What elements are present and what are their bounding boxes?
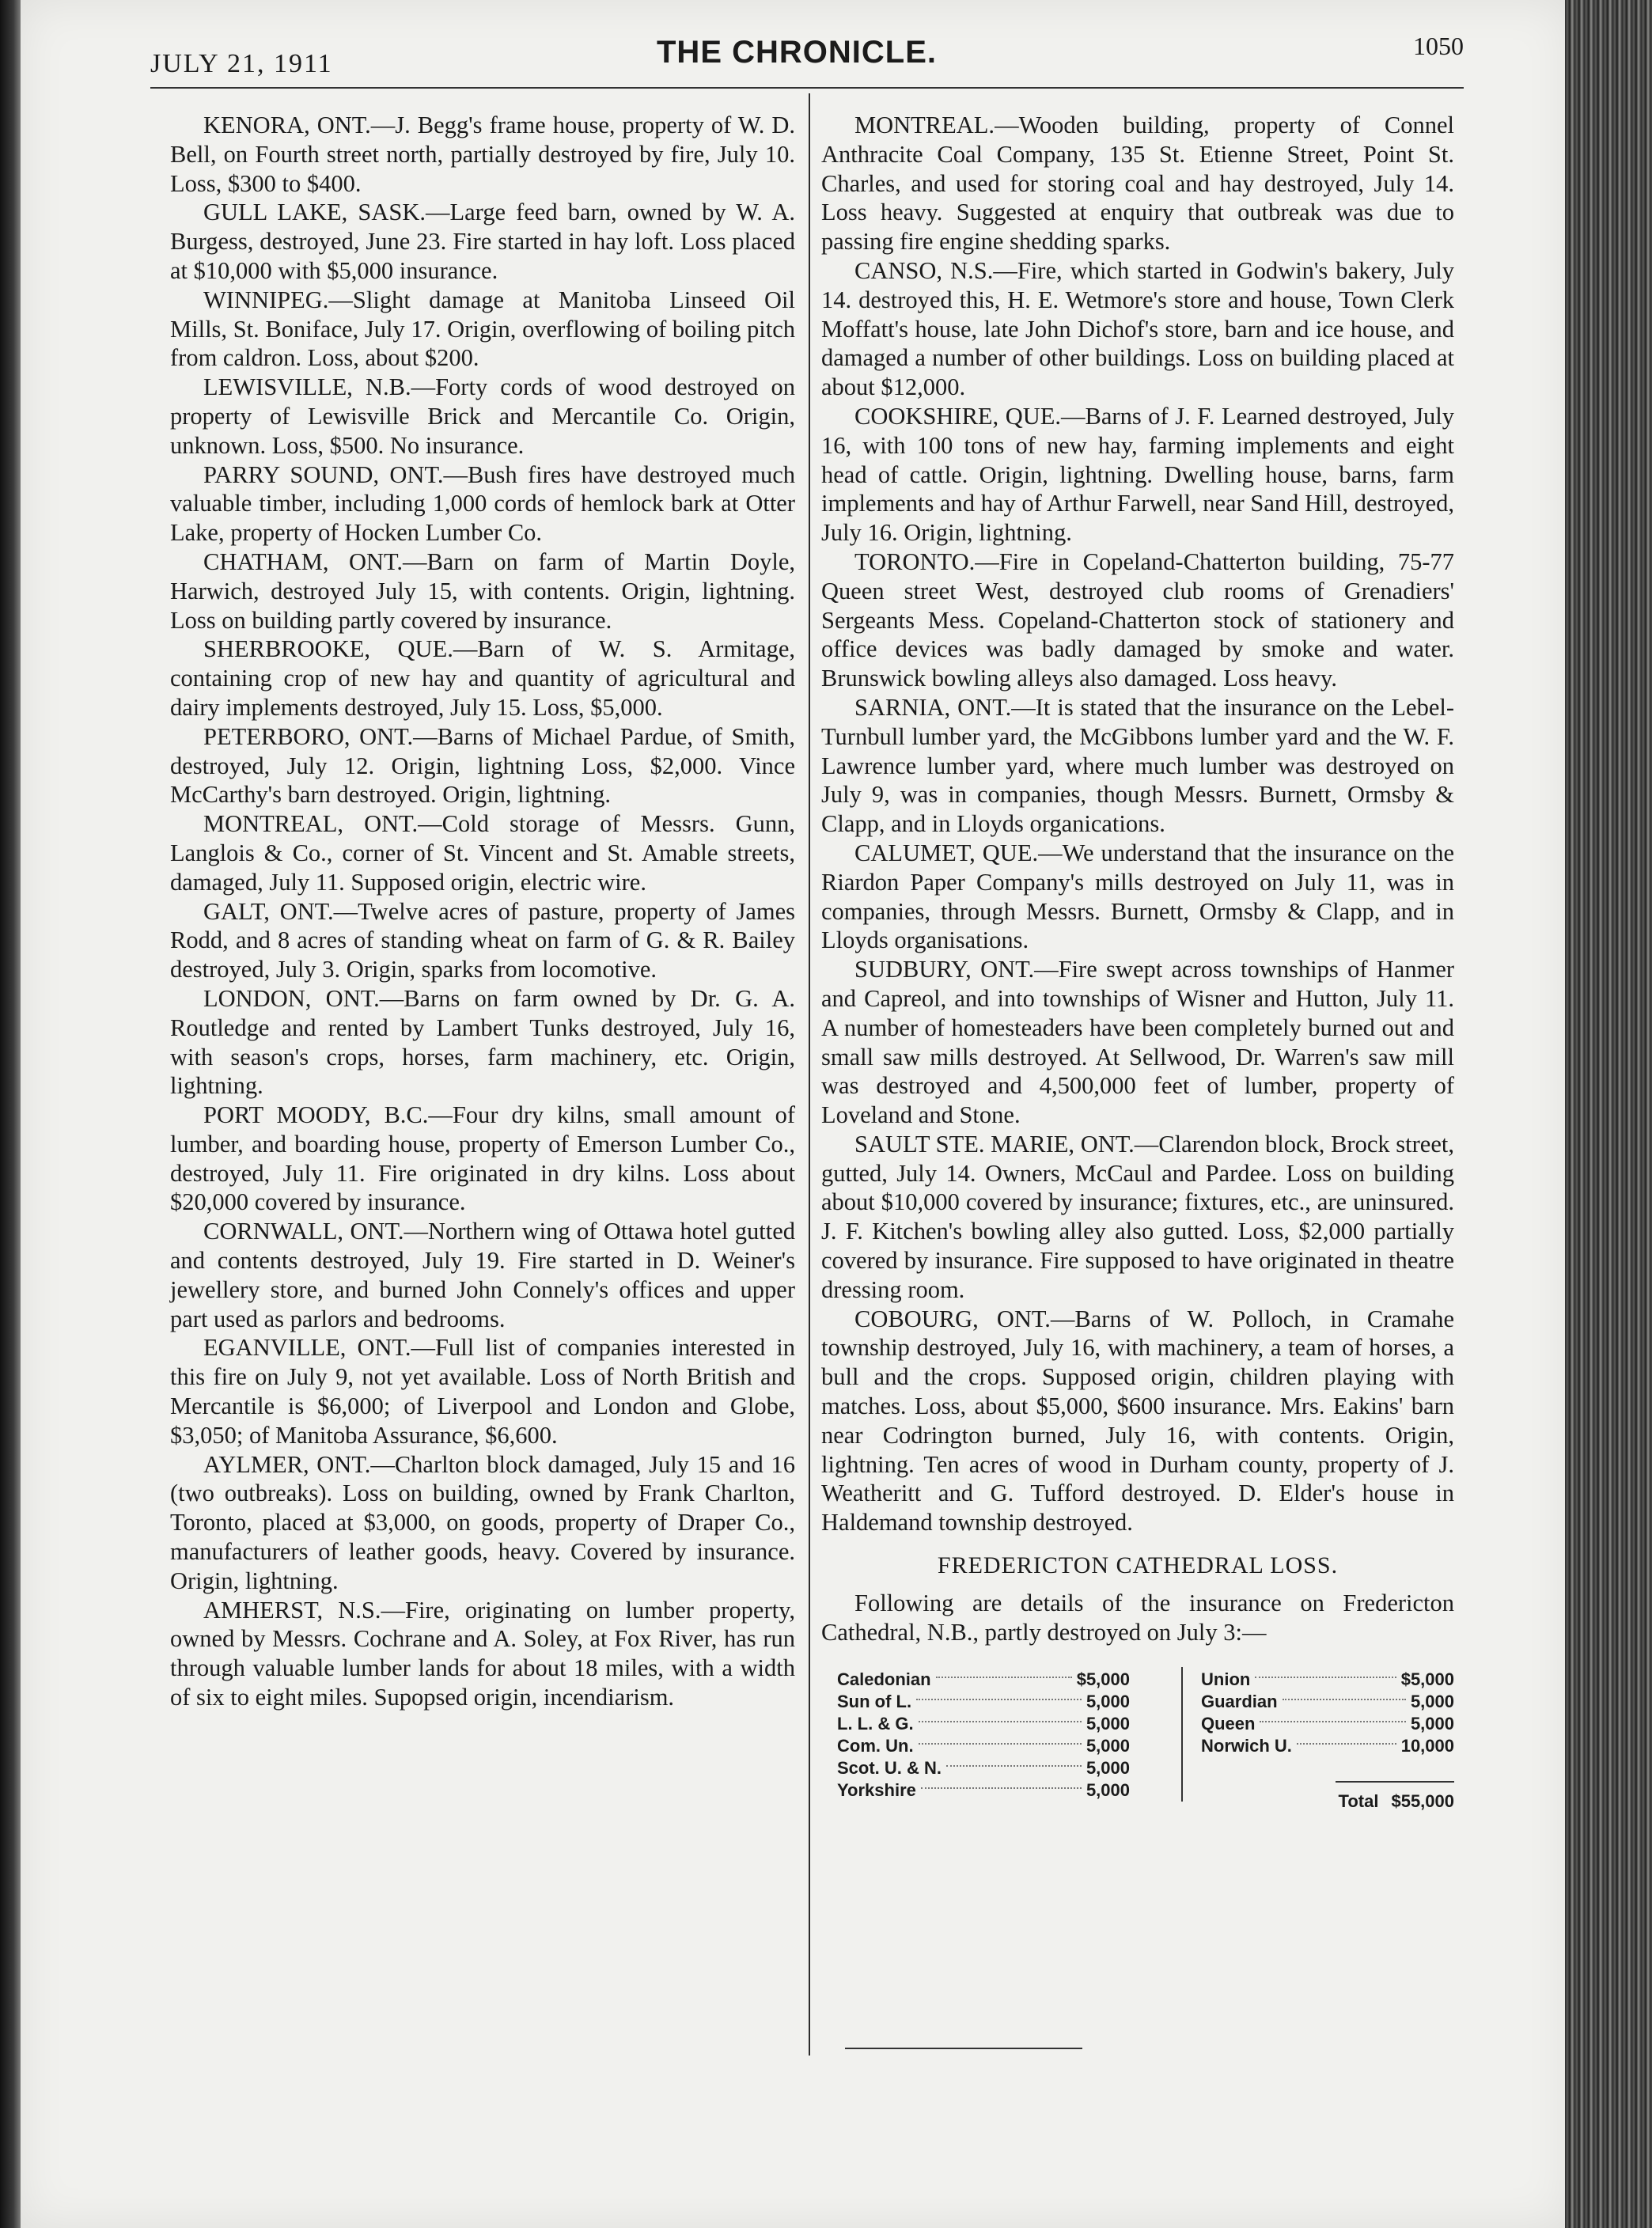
fire-report [170, 1217, 795, 1333]
insurer-name: Queen [1201, 1714, 1256, 1734]
report-text: —Fire in Copeland-Chatterton building, 75-77 Queen street West, destroyed club rooms of Grenadiers' Sergeants Mess. Copeland-Chatterton stock of stationery and office devices was badly damaged by smoke and water. Brunswick bowling alleys also damaged. Loss heavy. [821, 548, 1454, 692]
insurer-name: L. L. & G. [837, 1714, 914, 1734]
fire-report [170, 897, 795, 984]
fire-report [170, 373, 795, 460]
report-text: —J. Begg's frame house, property of W. D. Bell, on Fourth street north, partially destroyed by fire, July 10. Loss, $300 to $400. [170, 112, 796, 197]
report-place: LEWISVILLE, N.B. [203, 373, 411, 401]
insurer-name: Caledonian [837, 1669, 931, 1690]
insurance-table [821, 1661, 1454, 1811]
report-place: CHATHAM, ONT. [203, 548, 403, 575]
insurance-column-right [1201, 1669, 1454, 1757]
report-text: —Barns of W. Polloch, in Cramahe township destroyed, July 16, with machinery, a team of horses, a bull and the crops. Supposed origin, children playing with matches. Loss, about $5,000, $600 insurance. Mrs. Eakins' barn near Codrington burned, July 16, with contents. Origin, lightning. Ten acres of wood in Durham county, property of J. Weatheritt and G. Tufford destroyed. D. Elder's house in Haldemand township destroyed. [821, 1305, 1454, 1536]
report-text: —Twelve acres of pasture, property of James Rodd, and 8 acres of standing wheat on farm of G. & R. Bailey destroyed, July 3. Origin, sparks from locomotive. [170, 897, 795, 983]
report-text: —Barn of W. S. Armitage, containing crop of new hay and quantity of agricultural and dairy implements destroyed, July 15. Loss, $5,000. [170, 635, 795, 721]
report-place: SAULT STE. MARIE, ONT. [854, 1130, 1135, 1158]
insurer-name: Norwich U. [1201, 1736, 1292, 1756]
insurance-column-left [837, 1669, 1130, 1802]
report-text: —Cold storage of Messrs. Gunn, Langlois & Co., corner of St. Vincent and St. Amable streets, damaged, July 11. Supposed origin, electric wire. [170, 810, 795, 896]
report-text: —Fire, which started in Godwin's bakery, July 14. destroyed this, H. E. Wetmore's store and house, Town Clerk Moffatt's house, late John Dichof's store, barn and ice house, and damaged a number of other buildings. Loss on building placed at about $12,000. [821, 256, 1454, 401]
leader-dots [1297, 1743, 1396, 1745]
report-place: EGANVILLE, ONT. [203, 1334, 411, 1362]
report-place: LONDON, ONT. [203, 984, 380, 1012]
leader-dots [946, 1765, 1082, 1767]
leader-dots [919, 1743, 1082, 1745]
fire-report [821, 839, 1454, 955]
fire-report [170, 984, 795, 1101]
report-place: WINNIPEG. [203, 286, 329, 313]
insurer-name: Scot. U. & N. [837, 1758, 942, 1779]
table-divider [1181, 1667, 1183, 1802]
insured-amount: $5,000 [1076, 1669, 1130, 1690]
report-text: —It is stated that the insurance on the Lebel-Turnbull lumber yard, the McGibbons lumber yard and the W. F. Lawrence lumber yard, where much lumber was destroyed on July 9, was in companies, though Messrs. Burnett, Ormsby & Clapp, and in Lloyds organications. [821, 693, 1454, 838]
insurance-row [837, 1779, 1130, 1802]
leader-dots [1260, 1721, 1405, 1722]
book-spine [1565, 0, 1652, 2228]
report-place: SHERBROOKE, QUE. [203, 635, 453, 663]
fire-report [170, 198, 795, 285]
fire-report [170, 1101, 795, 1217]
report-text: —Charlton block damaged, July 15 and 16 (two outbreaks). Loss on building, owned by Frank Charlton, Toronto, placed at $3,000, on goods, property of Draper Co., manufacturers of leather goods, heavy. Covered by insurance. Origin, lightning. [170, 1450, 795, 1594]
insured-amount: 5,000 [1086, 1692, 1130, 1712]
fire-report [170, 460, 795, 548]
insurer-name: Union [1201, 1669, 1251, 1690]
insured-amount: 5,000 [1086, 1736, 1130, 1756]
fire-report [170, 286, 795, 373]
report-place: MONTREAL, ONT. [203, 810, 419, 838]
insurer-name: Com. Un. [837, 1736, 914, 1756]
insurance-row [1201, 1735, 1454, 1757]
leader-dots [936, 1677, 1072, 1678]
leader-dots [1255, 1677, 1396, 1678]
fire-report [170, 1450, 795, 1596]
fire-report [170, 635, 795, 722]
report-text: —Barns on farm owned by Dr. G. A. Routledge and rented by Lambert Tunks destroyed, July 16, with season's crops, horses, farm machinery, etc. Origin, lightning. [170, 984, 795, 1100]
report-place: GALT, ONT. [203, 897, 334, 925]
fire-report [821, 1130, 1454, 1305]
report-text: —Slight damage at Manitoba Linseed Oil Mills, St. Boniface, July 17. Origin, overflowing of boiling pitch from caldron. Loss, about $200. [170, 286, 795, 372]
report-place: AYLMER, ONT. [203, 1450, 371, 1478]
fire-report [821, 256, 1454, 402]
report-place: KENORA, ONT. [203, 112, 371, 138]
report-place: TORONTO. [854, 548, 976, 575]
fire-report [821, 402, 1454, 548]
section-intro: Following are details of the insurance on Fredericton Cathedral, N.B., partly destroyed on July 3:— [821, 1589, 1454, 1646]
report-place: PETERBORO, ONT. [203, 722, 414, 750]
report-text: —Wooden building, property of Connel Anthracite Coal Company, 135 St. Etienne Street, Point St. Charles, and used for storing coal and hay destroyed, July 14. Loss heavy. Suggested at enquiry that outbreak was due to passing fire engine shedding sparks. [821, 112, 1454, 256]
insured-amount: 5,000 [1410, 1714, 1454, 1734]
insurance-total [1233, 1787, 1454, 1817]
left-column [170, 111, 795, 1712]
leader-dots [921, 1787, 1082, 1789]
fire-report [170, 809, 795, 896]
report-text: —Large feed barn, owned by W. A. Burgess, destroyed, June 23. Fire started in hay loft. Loss placed at $10,000 with $5,000 insurance. [170, 199, 795, 284]
report-place: PARRY SOUND, ONT. [203, 460, 444, 488]
header-page-number: 1050 [1413, 32, 1464, 60]
header-date: JULY 21, 1911 [150, 49, 333, 78]
fire-report [821, 548, 1454, 693]
fire-report [170, 111, 795, 198]
report-place: AMHERST, N.S. [203, 1596, 381, 1624]
report-place: COOKSHIRE, QUE. [854, 402, 1062, 430]
bottom-rule [845, 2048, 1082, 2049]
report-text: —Clarendon block, Brock street, gutted, July 14. Owners, McCaul and Pardee. Loss on building about $10,000 covered by insurance; fixtures, etc., are uninsured. J. F. Kitchen's bowling alley also gutted. Loss, $2,000 partially covered by insurance. Fire supposed to have originated in theatre dressing room. [821, 1130, 1454, 1303]
insured-amount: 5,000 [1086, 1714, 1130, 1734]
insured-amount: 5,000 [1086, 1758, 1130, 1779]
report-place: PORT MOODY, B.C. [203, 1101, 429, 1129]
report-place: MONTREAL. [854, 112, 995, 138]
report-text: —Bush fires have destroyed much valuable timber, including 1,000 cords of hemlock bark at Otter Lake, property of Hocken Lumber Co. [170, 460, 795, 547]
leader-dots [916, 1699, 1082, 1700]
fire-report [170, 1596, 795, 1712]
fire-report [821, 693, 1454, 839]
report-text: —Four dry kilns, small amount of lumber, and boarding house, property of Emerson Lumber Co., destroyed, July 11. Fire originated in dry kilns. Loss about $20,000 covered by insurance. [170, 1101, 795, 1216]
total-rule [1336, 1781, 1454, 1783]
column-rule [809, 93, 810, 2056]
report-text: —Full list of companies interested in this fire on July 9, not yet available. Loss of North British and Mercantile is $6,000; of Liverpool and London and Globe, $3,050; of Manitoba Assurance, $6,600. [170, 1334, 795, 1449]
report-text: —Barns of Michael Pardue, of Smith, destroyed, July 12. Origin, lightning Loss, $2,000. Vince McCarthy's barn destroyed. Origin, lightning. [170, 722, 795, 809]
report-place: GULL LAKE, SASK. [203, 199, 426, 226]
fire-report [821, 955, 1454, 1130]
section-heading: FREDERICTON CATHEDRAL LOSS. [937, 1552, 1339, 1579]
page-edge-shadow [0, 0, 22, 2228]
header-title: THE CHRONICLE. [657, 35, 937, 70]
total-amount: $55,000 [1391, 1791, 1454, 1812]
insured-amount: 10,000 [1400, 1736, 1454, 1756]
report-text: —Fire swept across townships of Hanmer and Capreol, and into townships of Wisner and Hutton, July 11. A number of homesteaders have been completely burned out and small saw mills destroyed. At Sellwood, Dr. Warren's saw mill was destroyed and 4,500,000 feet of lumber, property of Loveland and Stone. [821, 956, 1455, 1129]
insurer-name: Sun of L. [837, 1692, 912, 1712]
report-place: SUDBURY, ONT. [854, 956, 1035, 983]
page-header [150, 32, 1464, 79]
report-place: COBOURG, ONT. [854, 1305, 1051, 1332]
report-text: —Forty cords of wood destroyed on property of Lewisville Brick and Mercantile Co. Origin, unknown. Loss, $500. No insurance. [170, 373, 795, 459]
report-text: —Fire, originating on lumber property, owned by Messrs. Cochrane and A. Soley, at Fox River, has run through valuable lumber lands for about 18 miles, with a width of six to eight miles. Supopsed origin, incendiarism. [170, 1596, 795, 1711]
fire-report [170, 722, 795, 809]
insured-amount: $5,000 [1400, 1669, 1454, 1690]
total-label: Total [1338, 1791, 1379, 1812]
report-place: CALUMET, QUE. [854, 839, 1039, 866]
insured-amount: 5,000 [1410, 1692, 1454, 1712]
insured-amount: 5,000 [1086, 1780, 1130, 1801]
insurer-name: Yorkshire [837, 1780, 916, 1801]
header-rule [150, 87, 1464, 89]
report-place: CORNWALL, ONT. [203, 1218, 404, 1245]
fire-report [170, 548, 795, 635]
report-text: —We understand that the insurance on the Riardon Paper Company's mills destroyed on July 11, was in companies, through Messrs. Burnett, Ormsby & Clapp, and in Lloyds organisations. [821, 839, 1455, 954]
report-place: CANSO, N.S. [854, 256, 994, 284]
report-text: —Barns of J. F. Learned destroyed, July 16, with 100 tons of new hay, farming implements and eight head of cattle. Origin, lightning. Dwelling house, barns, farm implements and hay of Arthur Farwell, near Sand Hill, destroyed, July 16. Origin, lightning. [821, 402, 1454, 547]
fire-report [821, 1305, 1454, 1537]
report-text: —Northern wing of Ottawa hotel gutted and contents destroyed, July 19. Fire started in D. Weiner's jewellery store, and burned John Connely's offices and upper part used as parlors and bedrooms. [170, 1218, 795, 1332]
fire-report [170, 1333, 795, 1449]
leader-dots [1283, 1699, 1406, 1700]
leader-dots [919, 1721, 1082, 1722]
insurer-name: Guardian [1201, 1692, 1278, 1712]
right-column [821, 111, 1454, 1811]
fire-report [821, 111, 1454, 256]
report-text: —Barn on farm of Martin Doyle, Harwich, destroyed July 15, with contents. Origin, lightning. Loss on building partly covered by insurance. [170, 548, 795, 634]
report-place: SARNIA, ONT. [854, 693, 1012, 721]
